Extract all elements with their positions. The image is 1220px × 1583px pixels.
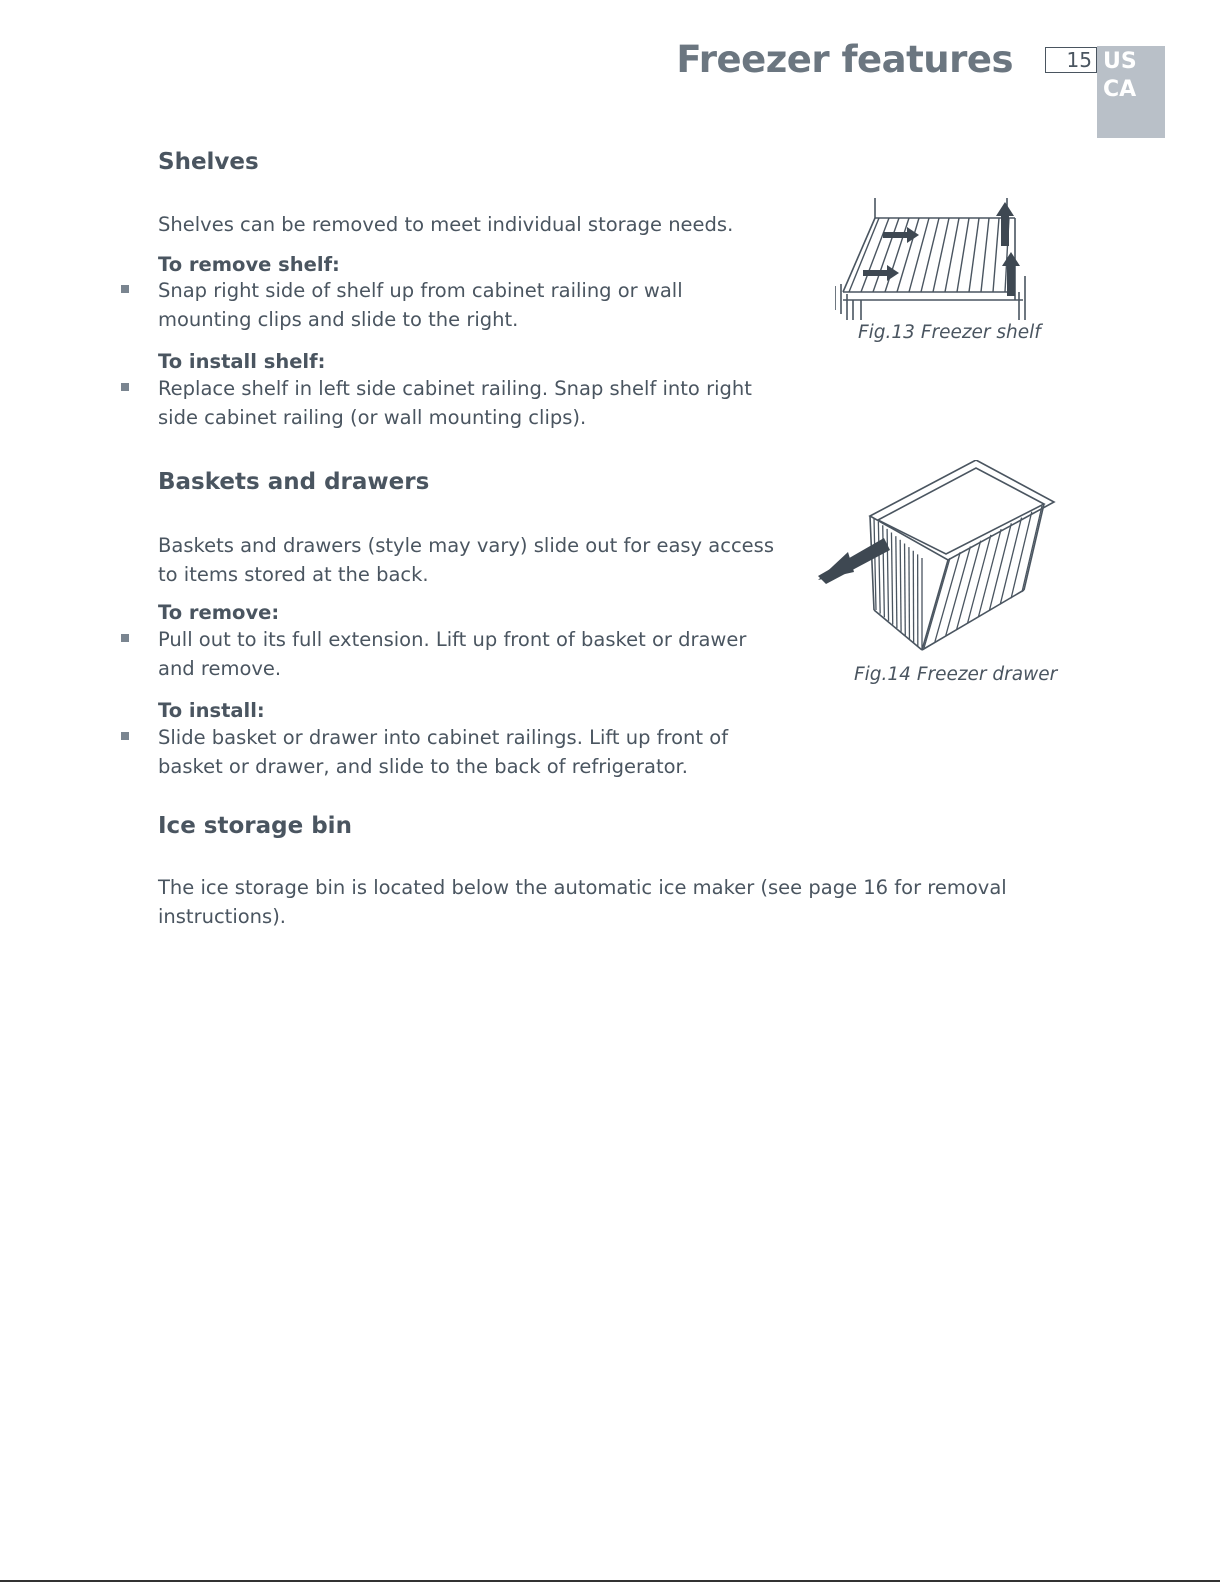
remove-basket-step: Pull out to its full extension. Lift up front of basket or drawer and remove. xyxy=(158,628,747,680)
shelves-intro: Shelves can be removed to meet individual storage needs. xyxy=(158,213,734,236)
square-bullet-icon xyxy=(121,634,129,642)
baskets-heading: Baskets and drawers xyxy=(158,469,430,495)
page-title: Freezer features xyxy=(676,38,1013,81)
freezer-shelf-figure xyxy=(835,196,1035,320)
freezer-drawer-figure xyxy=(818,460,1058,660)
fig14-caption: Fig.14 Freezer drawer xyxy=(854,664,1058,685)
install-basket-step: Slide basket or drawer into cabinet railings. Lift up front of basket or drawer, and slide to the back of refrigerator. xyxy=(158,726,729,778)
install-shelf-label: To install shelf: xyxy=(158,350,326,373)
fig13-caption: Fig.13 Freezer shelf xyxy=(858,322,1041,343)
shelves-heading: Shelves xyxy=(158,149,259,175)
region-ca: CA xyxy=(1103,77,1137,102)
footer-rule xyxy=(0,1580,1220,1582)
ice-bin-text: The ice storage bin is located below the automatic ice maker (see page 16 for removal instructions). xyxy=(158,876,1007,928)
ice-bin-heading: Ice storage bin xyxy=(158,813,352,839)
square-bullet-icon xyxy=(121,732,129,740)
install-shelf-step: Replace shelf in left side cabinet railing. Snap shelf into right side cabinet railing (or wall mounting clips). xyxy=(158,377,752,429)
remove-basket-label: To remove: xyxy=(158,601,280,624)
page-number: 15 xyxy=(1045,47,1097,73)
install-basket-label: To install: xyxy=(158,699,265,722)
remove-shelf-label: To remove shelf: xyxy=(158,253,340,276)
square-bullet-icon xyxy=(121,383,129,391)
baskets-intro: Baskets and drawers (style may vary) slide out for easy access to items stored at the back. xyxy=(158,534,775,586)
region-tab xyxy=(1097,46,1165,138)
region-us: US xyxy=(1103,49,1137,74)
square-bullet-icon xyxy=(121,285,129,293)
remove-shelf-step: Snap right side of shelf up from cabinet railing or wall mounting clips and slide to the right. xyxy=(158,279,683,331)
